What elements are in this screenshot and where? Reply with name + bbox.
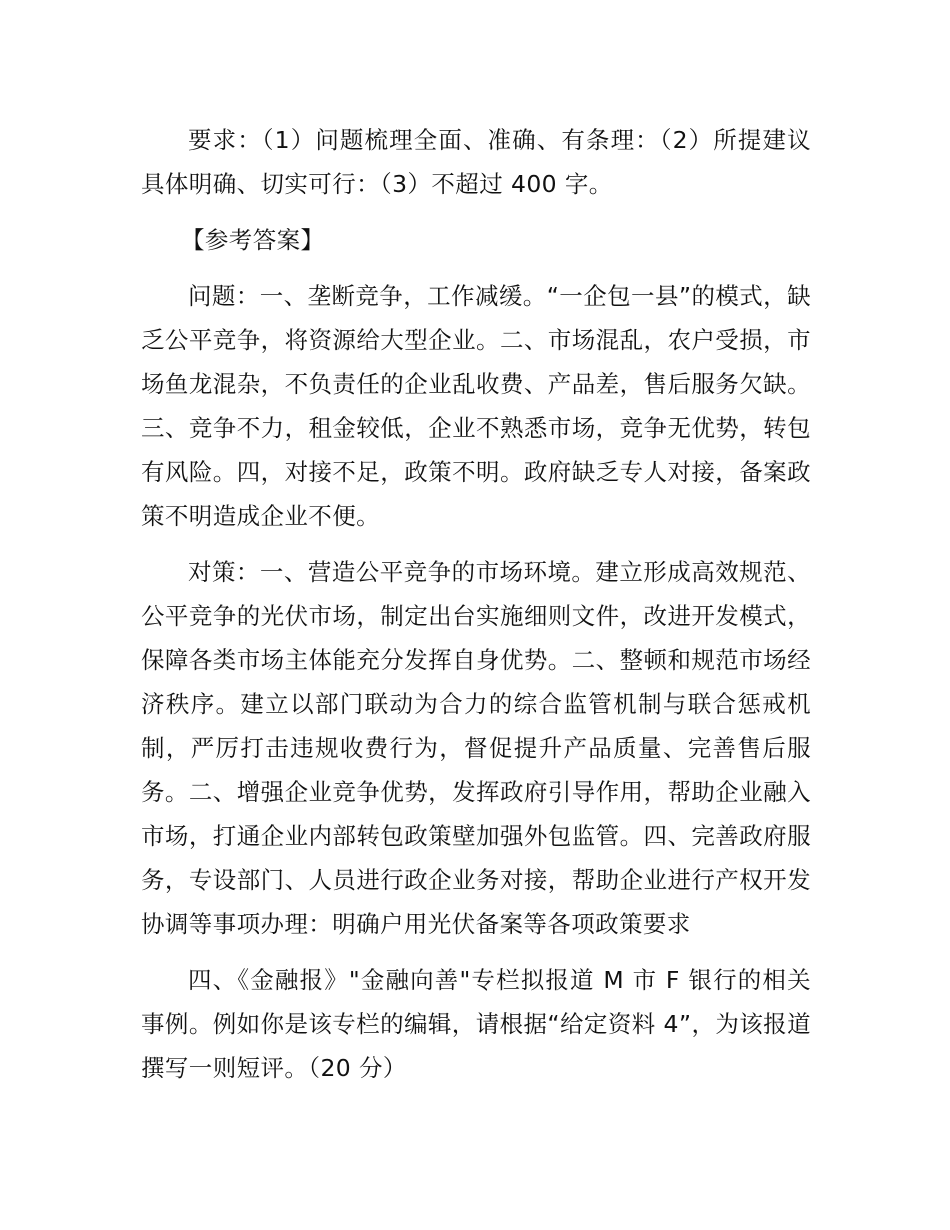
document-page <box>141 118 811 1102</box>
reference-answer-heading: 【参考答案】 <box>181 226 325 254</box>
requirements-paragraph: 要求：（1）问题梳理全面、准确、有条理：（2）所提建议具体明确、切实可行：（3）不超过 400 字。 <box>141 126 811 198</box>
countermeasures-paragraph: 对策：一、营造公平竞争的市场环境。建立形成高效规范、公平竞争的光伏市场，制定出台实施细则文件，改进开发模式，保障各类市场主体能充分发挥自身优势。二、整顿和规范市场经济秩序。建立以部门联动为合力的综合监管机制与联合惩戒机制，严厉打击违规收费行为，督促提升产品质量、完善售后服务。二、增强企业竞争优势，发挥政府引导作用，帮助企业融入市场，打通企业内部转包政策壁加强外包监管。四、完善政府服务，专设部门、人员进行政企业务对接，帮助企业进行产权开发协调等事项办理：明确户用光伏备案等各项政策要求 <box>141 558 811 938</box>
problems-paragraph: 问题：一、垄断竞争，工作减缓。“一企包一县”的模式，缺乏公平竞争，将资源给大型企业。二、市场混乱，农户受损，市场鱼龙混杂，不负责任的企业乱收费、产品差，售后服务欠缺。三、竞争不力，租金较低，企业不熟悉市场，竞争无优势，转包有风险。四，对接不足，政策不明。政府缺乏专人对接，备案政策不明造成企业不便。 <box>141 282 811 530</box>
question-four-paragraph: 四、《金融报》"金融向善"专栏拟报道 M 市 F 银行的相关事例。例如你是该专栏的编辑，请根据“给定资料 4”，为该报道撰写一则短评。（20 分） <box>141 966 811 1082</box>
